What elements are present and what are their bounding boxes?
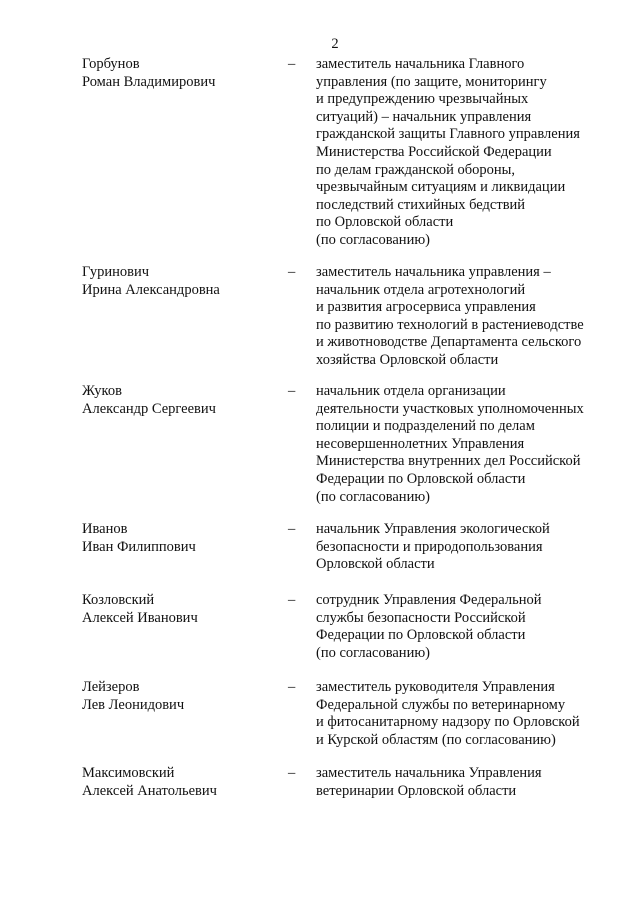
member-given-names: Роман Владимирович [82, 73, 216, 90]
position-line: по делам гражданской обороны, [316, 161, 516, 178]
position-line: заместитель начальника Главного [316, 56, 525, 72]
member-name [82, 521, 282, 556]
position-line: и фитосанитарному надзору по Орловской [316, 714, 580, 731]
member-name [82, 592, 282, 627]
member-surname: Лейзеров [82, 679, 140, 695]
dash-separator: – [288, 264, 296, 280]
position-line: начальник отдела организации [316, 383, 506, 399]
member-given-names: Лев Леонидович [82, 696, 185, 713]
position-line: Министерства Российской Федерации [316, 143, 552, 160]
position-line: чрезвычайным ситуациям и ликвидации [316, 179, 566, 196]
member-name [82, 765, 282, 800]
member-position [316, 765, 616, 800]
member-name [82, 679, 282, 714]
member-surname: Иванов [82, 521, 128, 537]
member-position [316, 521, 616, 574]
member-given-names: Ирина Александровна [82, 281, 220, 298]
position-line: начальник Управления экологической [316, 521, 550, 537]
position-line: и предупреждению чрезвычайных [316, 91, 529, 108]
position-line: Федеральной службы по ветеринарному [316, 696, 566, 713]
position-line: заместитель начальника Управления [316, 765, 542, 781]
position-line: хозяйства Орловской области [316, 351, 499, 368]
position-line: и животноводстве Департамента сельского [316, 334, 582, 351]
position-line: по Орловской области [316, 214, 454, 231]
member-surname: Жуков [82, 383, 122, 399]
member-surname: Максимовский [82, 765, 175, 781]
dash-separator: – [288, 679, 296, 695]
member-name [82, 264, 282, 299]
position-line: и развития агросервиса управления [316, 299, 536, 316]
position-line: сотрудник Управления Федеральной [316, 592, 542, 608]
position-line: гражданской защиты Главного управления [316, 126, 580, 143]
dash-separator: – [288, 521, 296, 537]
member-given-names: Алексей Анатольевич [82, 782, 217, 799]
position-line: заместитель руководителя Управления [316, 679, 555, 695]
member-given-names: Алексей Иванович [82, 609, 198, 626]
position-line: несовершеннолетних Управления [316, 435, 525, 452]
member-position [316, 56, 616, 250]
position-line: Министерства внутренних дел Российской [316, 453, 581, 470]
member-surname: Гуринович [82, 264, 149, 280]
position-line: заместитель начальника управления – [316, 264, 551, 280]
dash-separator: – [288, 592, 296, 608]
member-surname: Козловский [82, 592, 155, 608]
member-position [316, 264, 616, 370]
position-line: Орловской области [316, 556, 435, 573]
position-line: ситуаций) – начальник управления [316, 108, 532, 125]
position-line: начальник отдела агротехнологий [316, 281, 526, 298]
member-position [316, 383, 616, 506]
dash-separator: – [288, 383, 296, 399]
dash-separator: – [288, 56, 296, 72]
member-surname: Горбунов [82, 56, 140, 72]
position-line: службы безопасности Российской [316, 609, 526, 626]
position-line: (по согласованию) [316, 644, 430, 661]
position-line: (по согласованию) [316, 488, 430, 505]
member-given-names: Иван Филиппович [82, 538, 196, 555]
position-line: ветеринарии Орловской области [316, 782, 517, 799]
member-given-names: Александр Сергеевич [82, 400, 216, 417]
position-line: (по согласованию) [316, 231, 430, 248]
member-name [82, 383, 282, 418]
position-line: Федерации по Орловской области [316, 627, 526, 644]
position-line: по развитию технологий в растениеводстве [316, 316, 584, 333]
member-name [82, 56, 282, 91]
position-line: деятельности участковых уполномоченных [316, 400, 584, 417]
position-line: управления (по защите, мониторингу [316, 73, 547, 90]
position-line: безопасности и природопользования [316, 538, 543, 555]
position-line: последствий стихийных бедствий [316, 196, 526, 213]
position-line: полиции и подразделений по делам [316, 418, 535, 435]
member-position [316, 679, 616, 749]
member-position [316, 592, 616, 662]
position-line: и Курской областям (по согласованию) [316, 731, 556, 748]
page-number: 2 [331, 36, 339, 52]
position-line: Федерации по Орловской области [316, 470, 526, 487]
dash-separator: – [288, 765, 296, 781]
